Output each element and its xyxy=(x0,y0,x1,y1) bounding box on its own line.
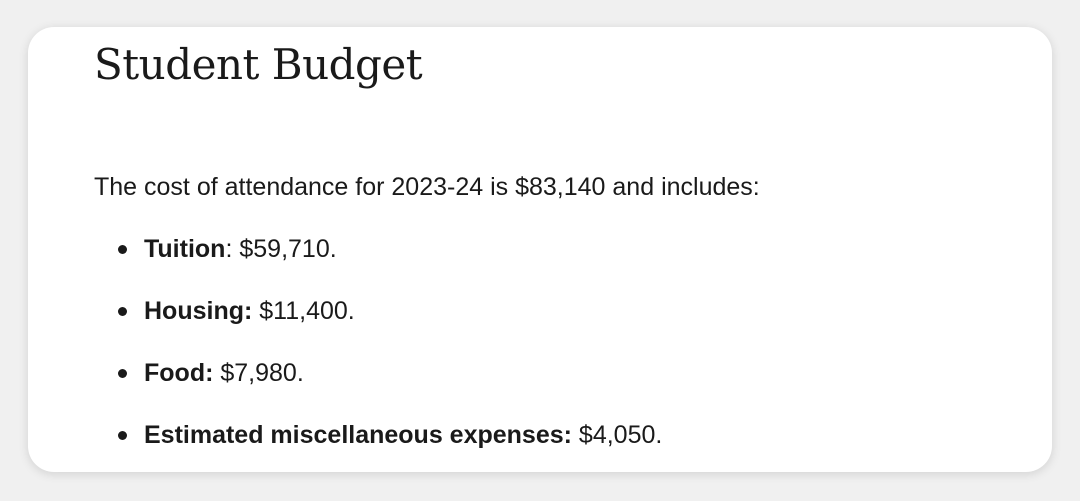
list-item-food xyxy=(114,357,662,389)
list-item-housing xyxy=(114,295,662,327)
item-label: Estimated miscellaneous expenses: xyxy=(144,421,572,449)
budget-list xyxy=(114,233,662,472)
content-card xyxy=(28,27,1052,472)
item-value: $11,400. xyxy=(252,297,355,325)
item-label: Tuition xyxy=(144,235,226,263)
list-item-tuition xyxy=(114,233,662,265)
item-label: Food: xyxy=(144,359,214,387)
bullet-icon xyxy=(118,431,127,440)
page-title: Student Budget xyxy=(94,40,423,89)
item-value: $4,050. xyxy=(571,421,663,449)
item-label: Housing: xyxy=(144,297,253,325)
list-item-misc-expenses xyxy=(114,419,662,451)
bullet-icon xyxy=(118,245,127,254)
bullet-icon xyxy=(118,369,127,378)
item-suffix: : xyxy=(225,235,233,263)
bullet-icon xyxy=(118,307,127,316)
cost-intro-text: The cost of attendance for 2023-24 is $83,140 and includes: xyxy=(94,173,760,201)
item-value: $59,710. xyxy=(232,235,337,263)
item-value: $7,980. xyxy=(213,359,304,387)
